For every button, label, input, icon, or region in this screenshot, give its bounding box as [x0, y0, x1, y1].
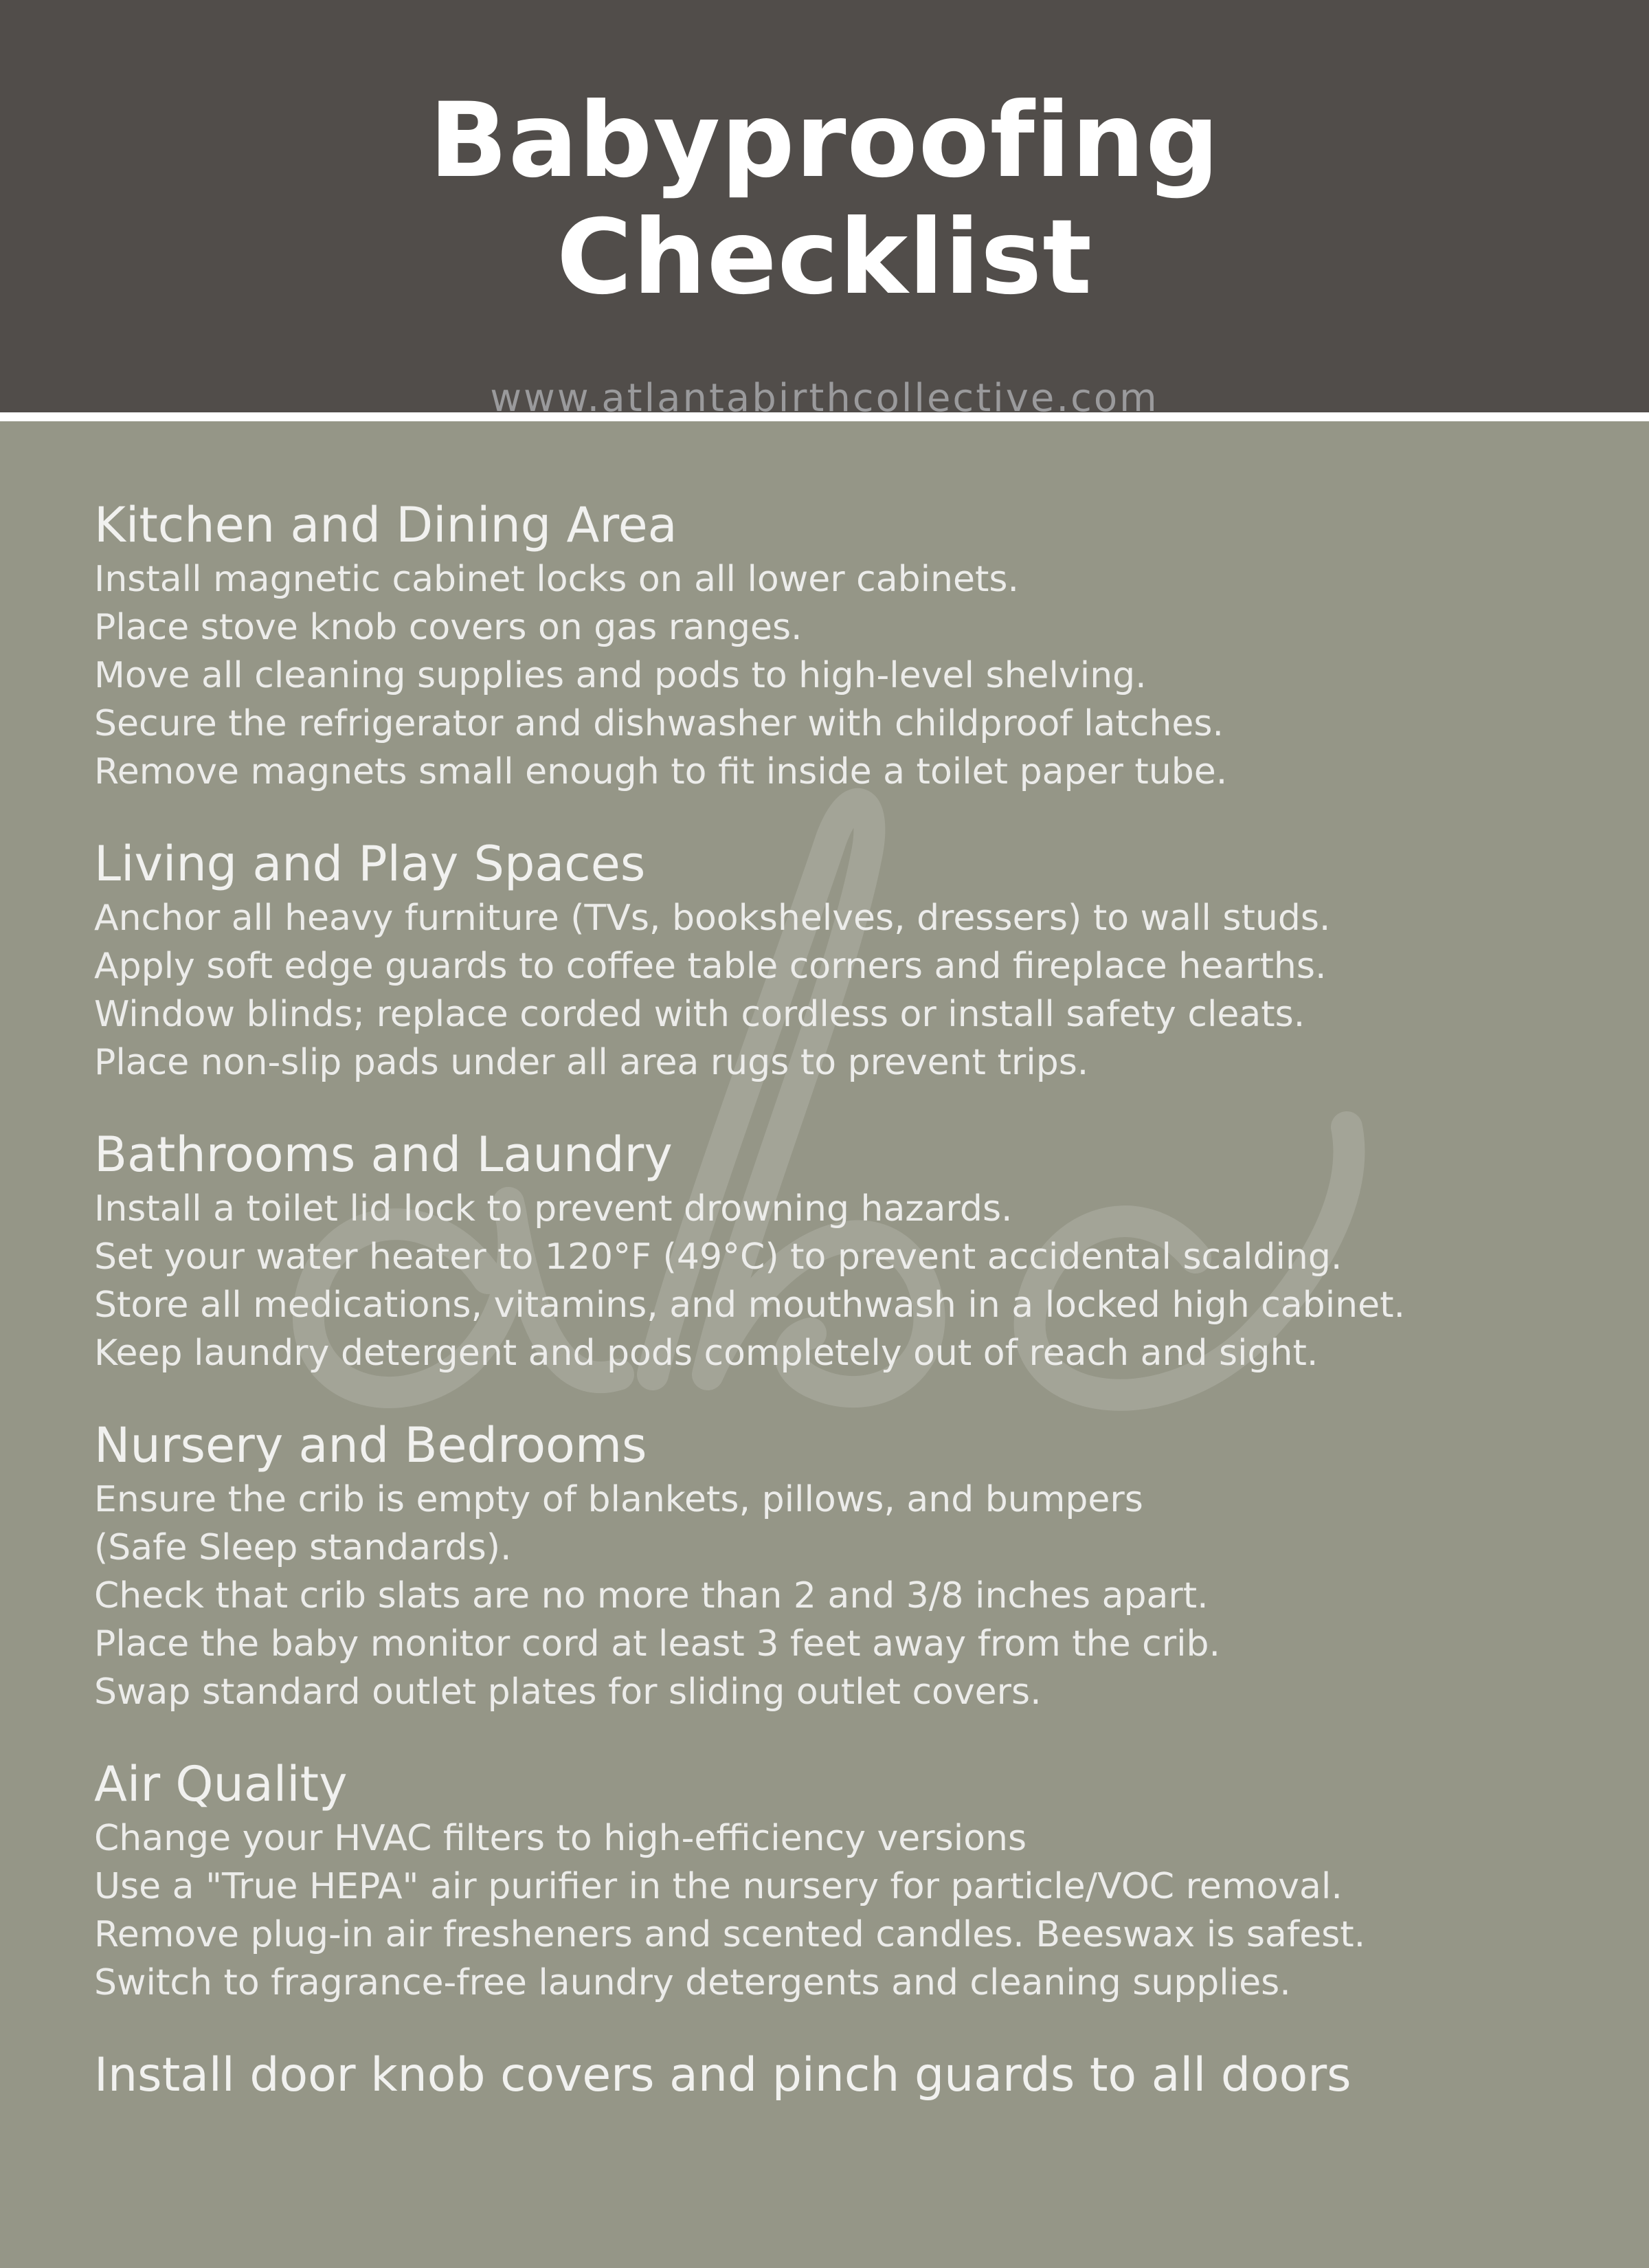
- list-item: Remove magnets small enough to fit inside a toilet paper tube.: [94, 751, 1228, 792]
- list-item: Install a toilet lid lock to prevent drowning hazards.: [94, 1188, 1013, 1230]
- section-title: Nursery and Bedrooms: [94, 1417, 647, 1474]
- list-item: Place the baby monitor cord at least 3 feet away from the crib.: [94, 1623, 1221, 1665]
- list-item: Apply soft edge guards to coffee table corners and fireplace hearths.: [94, 946, 1327, 987]
- list-item: Set your water heater to 120°F (49°C) to prevent accidental scalding.: [94, 1236, 1343, 1278]
- list-item: Store all medications, vitamins, and mouthwash in a locked high cabinet.: [94, 1285, 1406, 1326]
- title-line-2: Checklist: [556, 198, 1093, 318]
- section-kitchen: [94, 495, 1619, 796]
- list-item: Place non-slip pads under all area rugs to prevent trips.: [94, 1042, 1089, 1083]
- list-item: Keep laundry detergent and pods completely out of reach and sight.: [94, 1333, 1319, 1374]
- section-air-quality: [94, 1754, 1619, 2007]
- list-item: Check that crib slats are no more than 2 and 3/8 inches apart.: [94, 1575, 1209, 1616]
- final-note: Install door knob covers and pinch guards to all doors: [94, 2048, 1351, 2102]
- section-bathrooms: [94, 1124, 1619, 1377]
- list-item: Change your HVAC filters to high-efficiency versions: [94, 1818, 1027, 1859]
- page-title: [0, 82, 1649, 316]
- website-url: www.atlantabirthcollective.com: [490, 376, 1159, 421]
- section-title: Kitchen and Dining Area: [94, 497, 677, 553]
- list-item: Move all cleaning supplies and pods to high-level shelving.: [94, 655, 1147, 696]
- list-item: Install magnetic cabinet locks on all lower cabinets.: [94, 559, 1020, 600]
- list-item: Secure the refrigerator and dishwasher with childproof latches.: [94, 703, 1224, 744]
- list-item: Switch to fragrance-free laundry detergents and cleaning supplies.: [94, 1962, 1291, 2003]
- section-title: Living and Play Spaces: [94, 836, 646, 892]
- list-item: Place stove knob covers on gas ranges.: [94, 607, 803, 648]
- list-item: Ensure the crib is empty of blankets, pillows, and bumpers: [94, 1479, 1143, 1520]
- section-title: Bathrooms and Laundry: [94, 1126, 673, 1183]
- section-living: [94, 834, 1619, 1087]
- list-item: Use a "True HEPA" air purifier in the nursery for particle/VOC removal.: [94, 1866, 1343, 1907]
- title-line-1: Babyproofing: [429, 81, 1220, 201]
- list-item: Window blinds; replace corded with cordless or install safety cleats.: [94, 994, 1305, 1035]
- list-item: Swap standard outlet plates for sliding outlet covers.: [94, 1671, 1042, 1713]
- checklist-content: [94, 495, 1619, 2106]
- list-item: (Safe Sleep standards).: [94, 1527, 512, 1568]
- list-item: Remove plug-in air fresheners and scented candles. Beeswax is safest.: [94, 1914, 1366, 1955]
- list-item: Anchor all heavy furniture (TVs, bookshelves, dressers) to wall studs.: [94, 898, 1331, 939]
- section-nursery: [94, 1415, 1619, 1716]
- section-title: Air Quality: [94, 1756, 348, 1812]
